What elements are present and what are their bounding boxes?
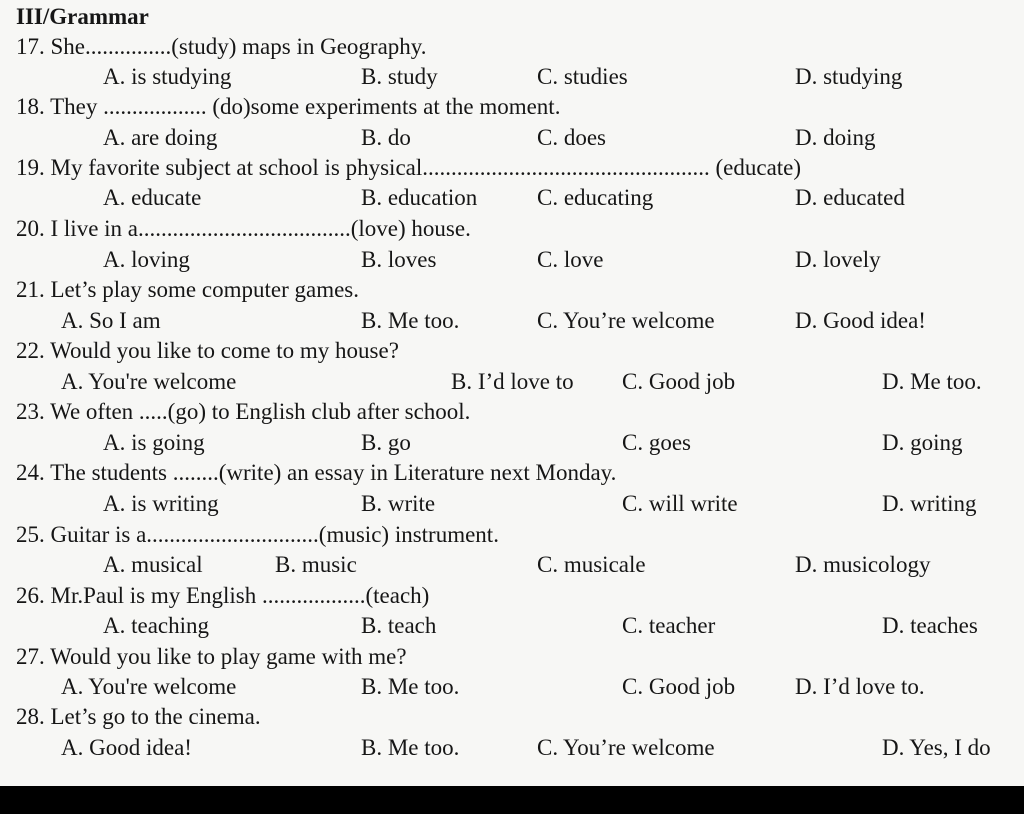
question-21-prompt: 21. Let’s play some computer games. xyxy=(16,277,360,302)
question-24-option-d: D. writing xyxy=(882,491,977,516)
question-17-option-d: D. studying xyxy=(795,64,903,89)
question-24-option-c: C. will write xyxy=(622,491,738,516)
question-20-option-a: A. loving xyxy=(103,247,190,272)
question-18-option-b: B. do xyxy=(361,125,411,150)
question-22-prompt: 22. Would you like to come to my house? xyxy=(16,338,399,363)
question-21-option-d: D. Good idea! xyxy=(795,308,926,333)
question-18-option-d: D. doing xyxy=(795,125,876,150)
question-22-option-d: D. Me too. xyxy=(882,369,982,394)
question-22-option-c: C. Good job xyxy=(622,369,736,394)
question-25-option-a: A. musical xyxy=(103,552,203,577)
question-24-prompt: 24. The students ........(write) an essay in Literature next Monday. xyxy=(16,460,617,485)
question-23-option-d: D. going xyxy=(882,430,963,455)
question-26-option-b: B. teach xyxy=(361,613,437,638)
question-20-option-b: B. loves xyxy=(361,247,437,272)
question-17-option-a: A. is studying xyxy=(103,64,232,89)
question-25-prompt: 25. Guitar is a..............................(music) instrument. xyxy=(16,522,499,547)
question-28-option-d: D. Yes, I do xyxy=(882,735,991,760)
question-19-option-a: A. educate xyxy=(103,185,202,210)
question-22-option-b: B. I’d love to xyxy=(451,369,574,394)
question-23-option-c: C. goes xyxy=(622,430,691,455)
question-21-option-b: B. Me too. xyxy=(361,308,460,333)
question-23-prompt: 23. We often .....(go) to English club after school. xyxy=(16,399,471,424)
question-18-option-c: C. does xyxy=(537,125,606,150)
question-25-option-d: D. musicology xyxy=(795,552,931,577)
question-26-option-c: C. teacher xyxy=(622,613,716,638)
bottom-black-bar xyxy=(0,786,1024,814)
section-title: III/Grammar xyxy=(16,4,149,29)
question-20-option-d: D. lovely xyxy=(795,247,881,272)
question-19-option-d: D. educated xyxy=(795,185,905,210)
question-26-option-d: D. teaches xyxy=(882,613,978,638)
question-19-option-c: C. educating xyxy=(537,185,654,210)
question-17-prompt: 17. She...............(study) maps in Geography. xyxy=(16,34,427,59)
question-28-option-c: C. You’re welcome xyxy=(537,735,715,760)
question-28-prompt: 28. Let’s go to the cinema. xyxy=(16,704,261,729)
question-27-prompt: 27. Would you like to play game with me? xyxy=(16,644,407,669)
question-26-prompt: 26. Mr.Paul is my English ..................(teach) xyxy=(16,583,430,608)
question-17-option-c: C. studies xyxy=(537,64,628,89)
question-27-option-c: C. Good job xyxy=(622,674,736,699)
question-24-option-b: B. write xyxy=(361,491,436,516)
question-27-option-d: D. I’d love to. xyxy=(795,674,925,699)
question-25-option-c: C. musicale xyxy=(537,552,646,577)
question-27-option-b: B. Me too. xyxy=(361,674,460,699)
question-17-option-b: B. study xyxy=(361,64,438,89)
question-27-option-a: A. You're welcome xyxy=(61,674,237,699)
question-21-option-a: A. So I am xyxy=(61,308,161,333)
question-28-option-a: A. Good idea! xyxy=(61,735,192,760)
question-28-option-b: B. Me too. xyxy=(361,735,460,760)
question-26-option-a: A. teaching xyxy=(103,613,210,638)
question-18-prompt: 18. They .................. (do)some experiments at the moment. xyxy=(16,94,561,119)
question-21-option-c: C. You’re welcome xyxy=(537,308,715,333)
question-19-prompt: 19. My favorite subject at school is physical.................................................. (educate) xyxy=(16,155,802,180)
question-19-option-b: B. education xyxy=(361,185,478,210)
question-20-prompt: 20. I live in a.....................................(love) house. xyxy=(16,216,471,241)
question-20-option-c: C. love xyxy=(537,247,604,272)
question-23-option-b: B. go xyxy=(361,430,411,455)
question-18-option-a: A. are doing xyxy=(103,125,218,150)
question-25-option-b: B. music xyxy=(275,552,357,577)
question-22-option-a: A. You're welcome xyxy=(61,369,237,394)
question-24-option-a: A. is writing xyxy=(103,491,219,516)
question-23-option-a: A. is going xyxy=(103,430,205,455)
